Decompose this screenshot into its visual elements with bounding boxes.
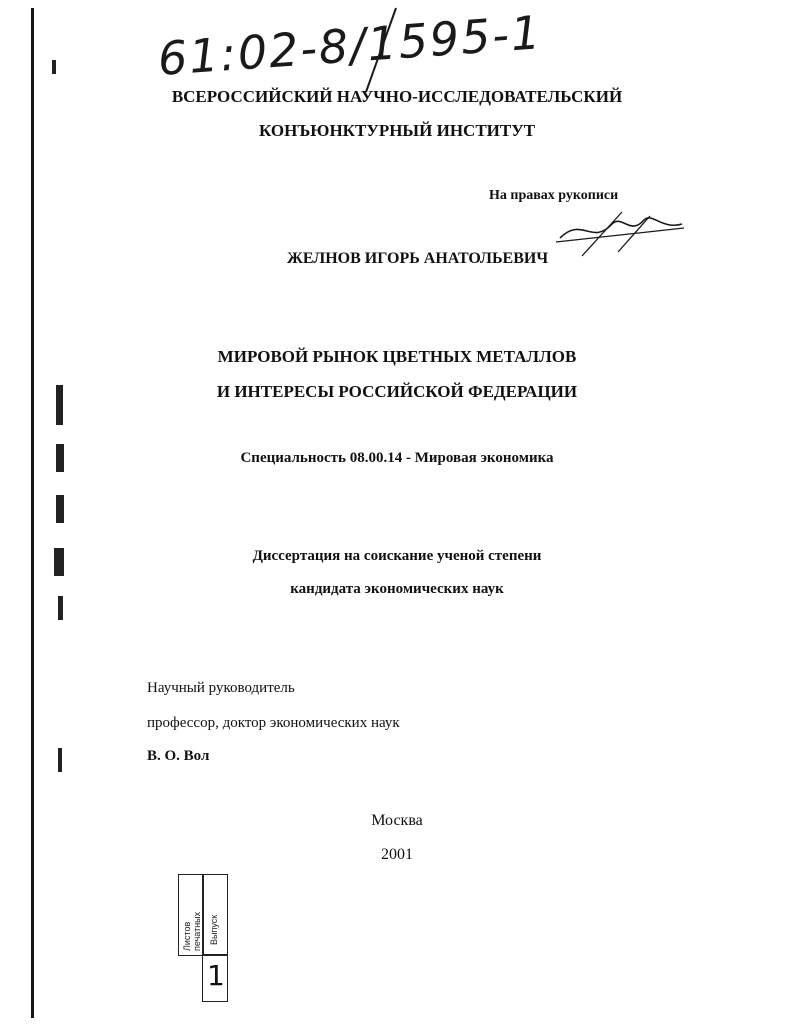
stamp-label-issue: Выпуск — [209, 914, 219, 945]
supervisor-name-text: В. О. Вол — [147, 748, 210, 764]
scan-edge-line — [31, 8, 34, 1018]
city: Москва — [371, 812, 423, 829]
stamp-cell-pages — [178, 874, 204, 956]
institution-line-1: ВСЕРОССИЙСКИЙ НАУЧНО-ИССЛЕДОВАТЕЛЬСКИЙ — [171, 87, 623, 106]
rights-note: На правах рукописи — [489, 188, 619, 203]
stamp-number: 1 — [207, 959, 225, 992]
signature — [552, 206, 692, 266]
scan-edge-mark — [58, 748, 62, 772]
specialty: Специальность 08.00.14 - Мировая экономика — [240, 450, 554, 466]
archive-code: 61:02-8/1595-1 — [156, 5, 544, 86]
title-line-2: И ИНТЕРЕСЫ РОССИЙСКОЙ ФЕДЕРАЦИИ — [216, 382, 578, 401]
stamp-label-pages: Листов печатных — [182, 911, 202, 951]
scan-edge-mark — [56, 495, 64, 523]
supervisor-name — [147, 748, 209, 765]
archive-slash-mark — [360, 6, 400, 96]
stamp-cell-number — [202, 954, 228, 1002]
scan-edge-mark — [52, 60, 56, 74]
library-stamp — [178, 874, 248, 1004]
institution-line-2: КОНЪЮНКТУРНЫЙ ИНСТИТУТ — [258, 121, 536, 140]
author-name: ЖЕЛНОВ ИГОРЬ АНАТОЛЬЕВИЧ — [287, 250, 549, 267]
supervisor-label: Научный руководитель — [147, 680, 295, 696]
stamp-cell-issue — [202, 874, 228, 956]
scan-edge-mark — [58, 596, 63, 620]
title-line-1: МИРОВОЙ РЫНОК ЦВЕТНЫХ МЕТАЛЛОВ — [217, 347, 577, 366]
year: 2001 — [381, 846, 413, 863]
degree-line-1: Диссертация на соискание ученой степени — [252, 548, 542, 564]
supervisor-title: профессор, доктор экономических наук — [147, 715, 400, 731]
degree-line-2: кандидата экономических наук — [290, 581, 504, 597]
